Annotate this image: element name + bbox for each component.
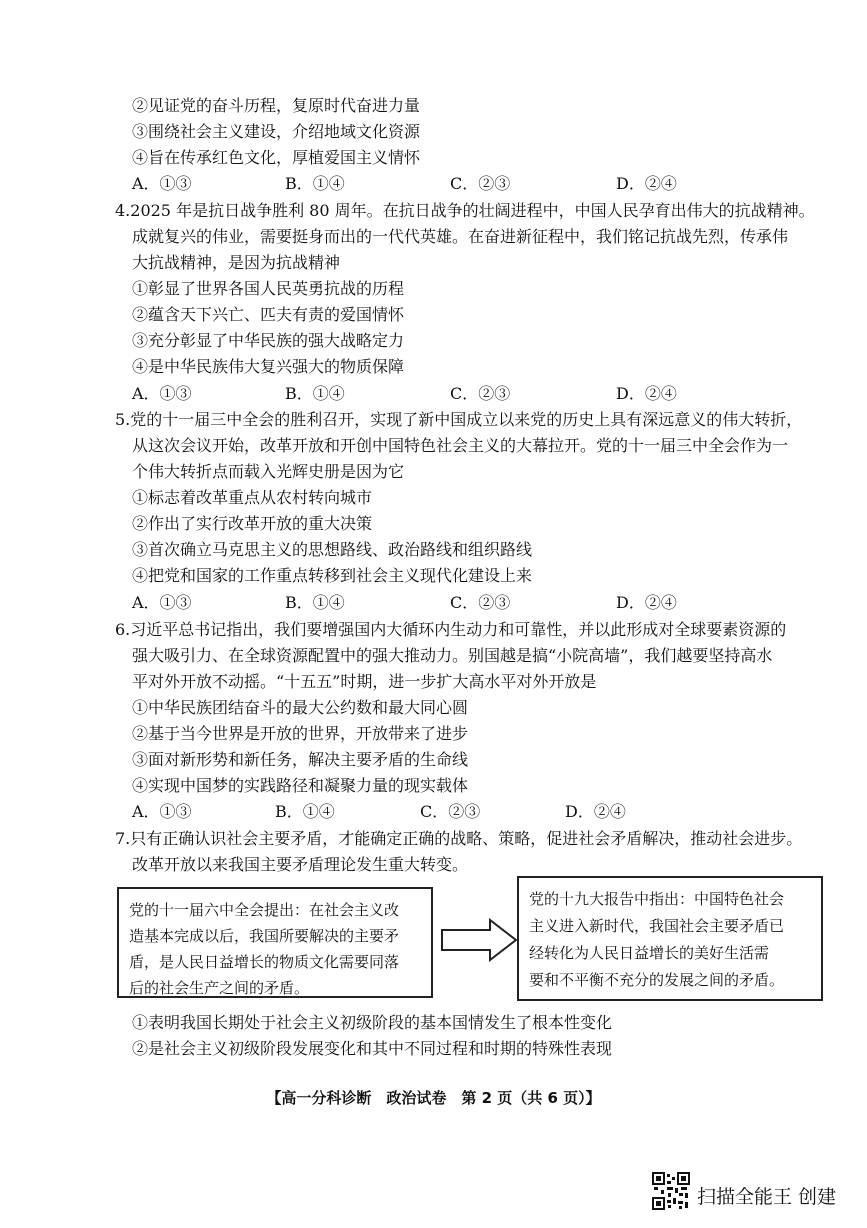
box-right-line: 要和不平衡不充分的发展之间的矛盾。 <box>529 971 785 989</box>
q6-stem-2: 强大吸引力、在全球资源配置中的强大推动力。别国越是搞“小院高墙”，我们越要坚持高水 <box>132 646 773 665</box>
q6-stem-3: 平对外开放不动摇。“十五五”时期，进一步扩大高水平对外开放是 <box>132 672 597 691</box>
q5-item-4: ④把党和国家的工作重点转移到社会主义现代化建设上来 <box>132 566 533 585</box>
q5-item-2: ②作出了实行改革开放的重大决策 <box>132 514 373 533</box>
q7-box-right <box>517 876 823 1001</box>
q4-option-b: B．①④ <box>285 384 345 403</box>
q4-item-4: ④是中华民族伟大复兴强大的物质保障 <box>132 357 405 376</box>
q4-options <box>0 383 867 405</box>
q7-stem-1: 7.只有正确认识社会主要矛盾，才能确定正确的战略、策略，促进社会矛盾解决，推动社会进步。 <box>115 829 803 848</box>
q6-option-a: A．①③ <box>132 802 192 821</box>
q4-option-d: D．②④ <box>616 384 677 403</box>
q5-stem-1: 5.党的十一届三中全会的胜利召开，实现了新中国成立以来党的历史上具有深远意义的伟大转折， <box>115 410 803 429</box>
q3-item-4: ④旨在传承红色文化，厚植爱国主义情怀 <box>132 148 421 167</box>
q6-item-4: ④实现中国梦的实践路径和凝聚力量的现实载体 <box>132 776 469 795</box>
q7-item-1: ①表明我国长期处于社会主义初级阶段的基本国情发生了根本性变化 <box>132 1013 613 1032</box>
q3-item-2: ②见证党的奋斗历程，复原时代奋进力量 <box>132 96 421 115</box>
box-left-line: 造基本完成以后，我国所要解决的主要矛 <box>129 927 400 945</box>
box-left-line: 盾，是人民日益增长的物质文化需要同落 <box>129 953 400 971</box>
q6-stem-1: 6.习近平总书记指出，我们要增强国内大循环内生动力和可靠性，并以此形成对全球要素资源的 <box>115 620 787 639</box>
q4-item-3: ③充分彰显了中华民族的强大战略定力 <box>132 331 405 350</box>
q5-stem-2: 从这次会议开始，改革开放和开创中国特色社会主义的大幕拉开。党的十一届三中全会作为一 <box>132 436 789 455</box>
q5-option-b: B．①④ <box>285 593 345 612</box>
q7-stem-2: 改革开放以来我国主要矛盾理论发生重大转变。 <box>132 855 469 874</box>
box-left-line: 党的十一届六中全会提出：在社会主义改 <box>129 901 400 919</box>
q3-options <box>0 173 867 195</box>
box-right-line: 党的十九大报告中指出：中国特色社会 <box>529 890 785 908</box>
q5-item-1: ①标志着改革重点从农村转向城市 <box>132 488 373 507</box>
q3-option-d: D．②④ <box>616 174 677 193</box>
q5-option-d: D．②④ <box>616 593 677 612</box>
q3-option-a: A．①③ <box>132 174 192 193</box>
q5-stem-3: 个伟大转折点而载入光辉史册是因为它 <box>132 462 405 481</box>
q7-item-2: ②是社会主义初级阶段发展变化和其中不同过程和时期的特殊性表现 <box>132 1039 613 1058</box>
page-footer: 【高一分科诊断 政治试卷 第 2 页（共 6 页）】 <box>266 1089 601 1107</box>
q3-option-c: C．②③ <box>450 174 511 193</box>
q6-option-c: C．②③ <box>420 802 481 821</box>
q6-item-1: ①中华民族团结奋斗的最大公约数和最大同心圆 <box>132 698 469 717</box>
q4-option-a: A．①③ <box>132 384 192 403</box>
q6-item-3: ③面对新形势和新任务，解决主要矛盾的生命线 <box>132 750 469 769</box>
q4-option-c: C．②③ <box>450 384 511 403</box>
q5-item-3: ③首次确立马克思主义的思想路线、政治路线和组织路线 <box>132 540 533 559</box>
box-left-line: 后的社会生产之间的矛盾。 <box>129 979 310 997</box>
box-right-line: 经转化为人民日益增长的美好生活需 <box>529 944 770 962</box>
q4-item-2: ②蕴含天下兴亡、匹夫有责的爱国情怀 <box>132 305 405 324</box>
right-arrow-icon <box>440 918 518 962</box>
q6-option-b: B．①④ <box>275 802 335 821</box>
q4-stem-2: 成就复兴的伟业，需要挺身而出的一代代英雄。在奋进新征程中，我们铭记抗战先烈，传承伟 <box>132 227 789 246</box>
q5-options <box>0 592 867 614</box>
q6-options <box>0 801 867 823</box>
q5-option-a: A．①③ <box>132 593 192 612</box>
q5-option-c: C．②③ <box>450 593 511 612</box>
q4-item-1: ①彰显了世界各国人民英勇抗战的历程 <box>132 279 405 298</box>
q4-stem-1: 4.2025 年是抗日战争胜利 80 周年。在抗日战争的壮阔进程中，中国人民孕育出伟大的抗战精神。 <box>115 201 815 220</box>
qr-code-icon <box>652 1172 690 1210</box>
q6-option-d: D．②④ <box>565 802 626 821</box>
q7-box-left <box>117 887 433 998</box>
watermark-text: 扫描全能王 创建 <box>697 1186 837 1208</box>
q3-option-b: B．①④ <box>285 174 345 193</box>
q6-item-2: ②基于当今世界是开放的世界，开放带来了进步 <box>132 724 469 743</box>
q3-item-3: ③围绕社会主义建设，介绍地域文化资源 <box>132 122 421 141</box>
q4-stem-3: 大抗战精神，是因为抗战精神 <box>132 253 341 272</box>
box-right-line: 主义进入新时代，我国社会主要矛盾已 <box>529 917 785 935</box>
